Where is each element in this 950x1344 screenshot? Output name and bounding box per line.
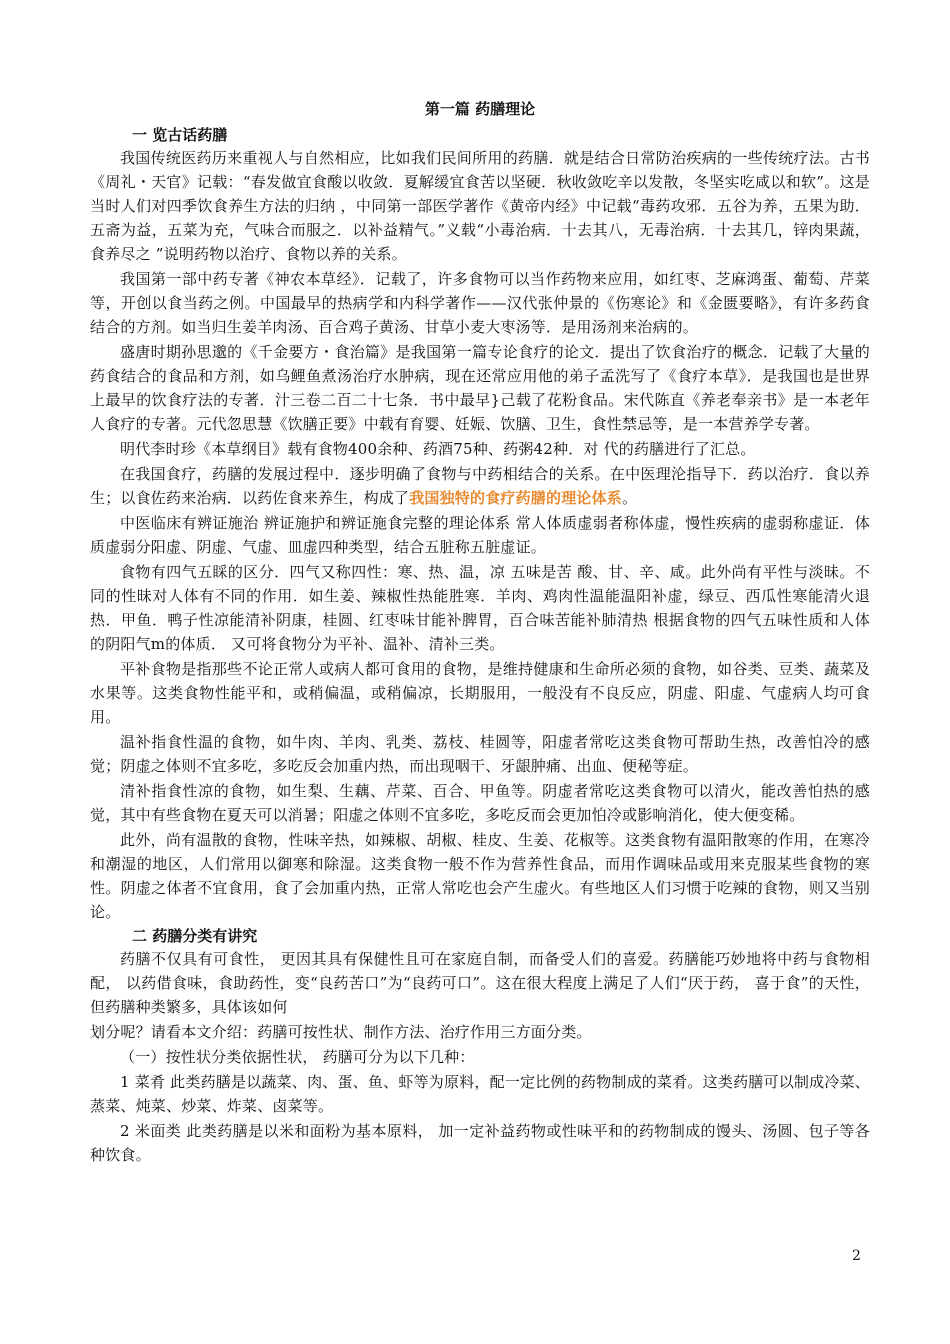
paragraph-text: 。 <box>622 489 638 507</box>
paragraph: 我国传统医药历来重视人与自然相应，比如我们民间所用的药膳．就是结合日常防治疾病的一些传统疗法。古书《周礼・天官》记载：“春发做宜食酸以收敛．夏解缓宜食苦以坚硬．秋收敛吃辛以发散，冬坚实吃咸以和软”。这是当时人们对四季饮食养生方法的归纳 ，中同第一部医学著作《黄帝内经》中记载“毒药攻邪．五谷为养，五果为助．五斋为益，五菜为充，气味合而服之．以补益精气。”义载“小毒治病．十去其八，无毒治病．十去其几，锌肉果蔬，食养尽之 ”说明药物以治疗、食物以养的关系。 <box>90 149 870 263</box>
paragraph: 此外，尚有温散的食物，性味辛热，如辣椒、胡椒、桂皮、生姜、花椒等。这类食物有温阳散寒的作用，在寒冷和潮湿的地区，人们常用以御寒和除湿。这类食物一般不作为营养性食品，而用作调味品或用来克服某些食物的寒性。阴虚之体者不宜食用，食了会加重内热，正常人常吃也会产生虚火。有些地区人们习惯于吃辣的食物，则又当别论。 <box>90 831 870 921</box>
paragraph-text: 在我国食疗，药膳的发展过程中．逐步明确了食物与中药相结合的关系。在中医理沦指导下．药以治疗．食以养生；以食佐药来治病．以药佐食来养生，构成了 <box>90 465 870 507</box>
document-title: 第一篇 药膳理论 <box>424 100 536 118</box>
highlighted-phrase: 我国独特的食疗药膳的理论体系 <box>409 489 623 507</box>
document-page <box>90 98 870 1168</box>
paragraph: 明代李时珍《本草纲目》载有食物400余种、药酒75种、药粥42种．对 代的药膳进行了汇总。 <box>120 440 756 458</box>
section-heading-1: 一 览古话药膳 <box>132 126 228 144</box>
paragraph: 划分呢？请看本文介绍：药膳可按性状、制作方法、治疗作用三方面分类。 <box>90 1023 592 1041</box>
paragraph: 盛唐时期孙思邈的《千金要方・食治篇》是我国第一篇专论食疗的论文．提出了饮食治疗的概念．记载了大量的药食结合的食品和方剂，如乌鲤鱼煮汤治疗水肿病，现在还常应用他的弟子孟洗写了《食疗本草》．是我国也是世界上最早的饮食疗法的专著．汁三卷二百二十七条．书中最早}己载了花粉食品。宋代陈直《养老奉亲书》是一本老年人食疗的专著。元代忽思慧《饮膳正要》中载有育婴、妊娠、饮膳、卫生，食性禁忌等，是一本营养学专著。 <box>90 343 870 433</box>
paragraph: 食物有四气五睬的区分．四气又称四性：寒、热、温，凉 五味是苦 酸、甘、辛、咸。此外尚有平性与淡昧。不同的性昧对人体有不同的作用．如生姜、辣椒性热能胜寒．羊肉、鸡肉性温能温阳补虚，绿豆、西瓜性寒能清火退热．甲鱼．鸭子性凉能清补阴康，桂圆、红枣味甘能补脾胃，百合味苦能补肺清热 根据食物的四气五味性质和人体的阴阳气m的体质． 又可将食物分为平补、温补、清补三类。 <box>90 563 870 653</box>
paragraph: 1 菜肴 此类药膳是以蔬菜、肉、蛋、鱼、虾等为原料，配一定比例的药物制成的菜肴。这类药膳可以制成冷菜、蒸菜、炖菜、炒菜、炸菜、卤菜等。 <box>90 1073 870 1115</box>
page-number: 2 <box>852 1248 861 1264</box>
paragraph: 2 米面类 此类药膳是以米和面粉为基本原料， 加一定补益药物或性味平和的药物制成的馒头、汤圆、包子等各种饮食。 <box>90 1122 870 1164</box>
paragraph: （一）按性状分类依据性状， 药膳可分为以下几种： <box>120 1048 475 1066</box>
paragraph: 清补指食性凉的食物，如生梨、生藕、芹菜、百合、甲鱼等。阴虚者常吃这类食物可以清火，能改善怕热的感觉，其中有些食物在夏天可以消暑；阳虚之体则不宜多吃，多吃反而会更加怕冷或影响消化，使大便变稀。 <box>90 782 870 824</box>
paragraph: 我国第一部中药专著《神农本草经》．记载了，许多食物可以当作药物来应用，如红枣、芝麻鸿蛋、葡萄、芹菜等，开创以食当药之例。中国最早的热病学和内科学著作——汉代张仲景的《伤寒论》和《金匮要略》，有许多药食结合的方剂。如当归生姜羊肉汤、百合鸡子黄汤、甘草小麦大枣汤等．是用汤剂来治病的。 <box>90 270 870 336</box>
paragraph: 中医临床有辨证施治 辨证施护和辨证施食完整的理论体系 常人体质虚弱者称体虚，慢性疾病的虚弱称虚证．体质虚弱分阳虚、阴虚、气虚、皿虚四种类型，结合五脏称五脏虚证。 <box>90 514 870 556</box>
paragraph: 平补食物是指那些不论正常人或病人都可食用的食物，是维持健康和生命所必须的食物，如谷类、豆类、蔬菜及水果等。这类食物性能平和，或稍偏温，或稍偏凉，长期服用，一般没有不良反应，阴虚、阳虚、气虚病人均可食用。 <box>90 660 870 726</box>
paragraph: 药膳不仅具有可食性， 更因其具有保健性且可在家庭自制，而备受人们的喜爱。药膳能巧妙地将中药与食物相配， 以药借食味，食助药性，变“良药苦口”为“良药可口”。这在很大程度上满足了人们“厌于药， 喜于食”的天性，但药膳种类繁多，具体该如何 <box>90 950 870 1016</box>
paragraph: 温补指食性温的食物，如牛肉、羊肉、乳类、荔枝、桂圆等，阳虚者常吃这类食物可帮助生热，改善怕冷的感觉；阴虚之体则不宜多吃，多吃反会加重内热，而出现咽干、牙龈肿痛、出血、便秘等症。 <box>90 733 870 775</box>
section-heading-2: 二 药膳分类有讲究 <box>132 927 258 945</box>
paragraph-with-highlight <box>90 462 870 510</box>
